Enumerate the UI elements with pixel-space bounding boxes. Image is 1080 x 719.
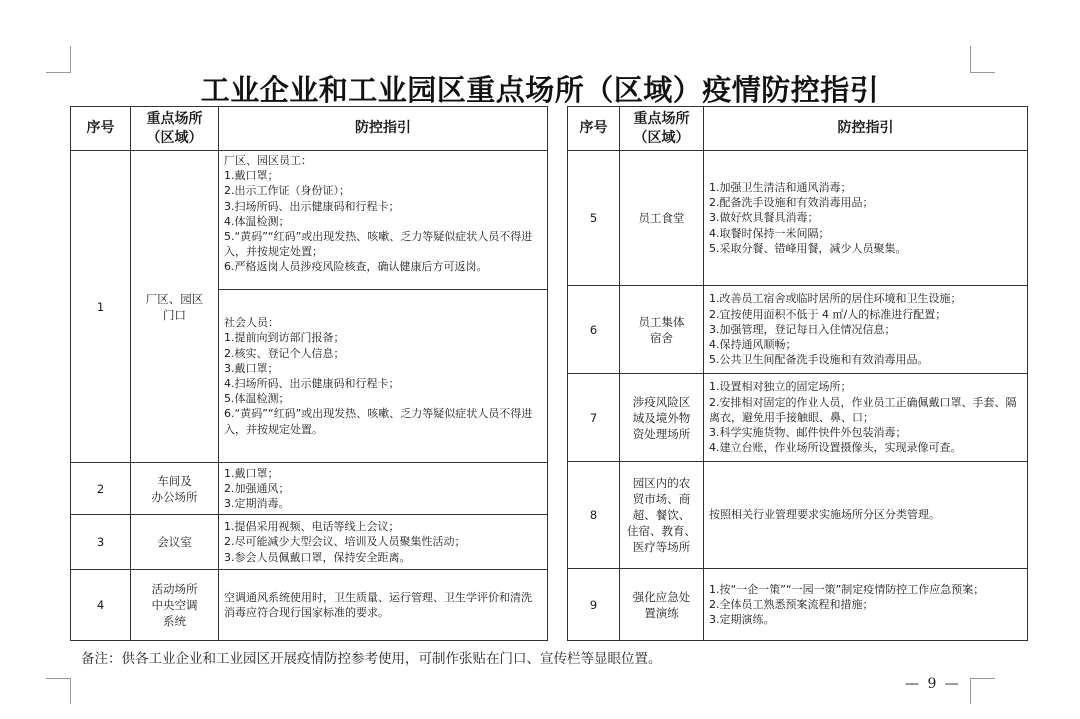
guide-line: 2.宜按使用面积不低于 4 ㎡/人的标准进行配置； [709, 307, 947, 321]
guide-line: 3.扫场所码、出示健康码和行程卡； [224, 199, 400, 213]
row-seq: 3 [71, 515, 131, 570]
table-row [568, 286, 1028, 374]
guide-line: 4.取餐时保持一米间隔； [709, 226, 830, 240]
table-header-row [71, 107, 548, 151]
row-place: 活动场所 中央空调 系统 [131, 570, 219, 641]
table-row [71, 463, 548, 515]
guide-line: 3.定期消毒。 [224, 497, 290, 511]
guide-line: 5.“黄码”“红码”或出现发热、咳嗽、乏力等疑似症状人员不得进入，并按规定处置； [224, 230, 533, 259]
crop-mark-bottom-left [70, 678, 71, 704]
table-row [71, 570, 548, 641]
row-seq: 4 [71, 570, 131, 641]
guide-line: 1.设置相对独立的固定场所； [709, 380, 852, 394]
guide-line: 3.加强管理，登记每日入住情况信息； [709, 322, 896, 336]
table-header-row [568, 107, 1028, 151]
row-place: 园区内的农 贸市场、商 超、餐饮、 住宿、教育、 医疗等场所 [620, 462, 704, 569]
guide-line: 1.戴口罩； [224, 466, 279, 480]
guide-line: 3.戴口罩； [224, 361, 279, 375]
guide-line: 4.体温检测； [224, 214, 290, 228]
row-guide [219, 570, 548, 641]
crop-mark-bottom-left [46, 678, 71, 679]
row-guide [219, 151, 548, 290]
row-place: 强化应急处 置演练 [620, 569, 704, 641]
table-row [568, 374, 1028, 462]
header-place: 重点场所 （区域） [620, 107, 704, 151]
guide-line: 1.改善员工宿舍或临时居所的居住环境和卫生设施； [709, 292, 962, 306]
guide-line: 按照相关行业管理要求实施场所分区分类管理。 [709, 508, 940, 522]
row-seq: 5 [568, 151, 620, 286]
guide-line: 1.提倡采用视频、电话等线上会议； [224, 520, 400, 534]
header-seq: 序号 [568, 107, 620, 151]
right-guidance-table [567, 106, 1028, 641]
guide-line: 社会人员： [224, 316, 279, 330]
guide-line: 1.按“一企一策”“一园一策”制定疫情防控工作应急预案； [709, 582, 985, 596]
guide-line: 1.戴口罩； [224, 169, 279, 183]
guide-line: 4.保持通风顺畅； [709, 338, 797, 352]
guide-line: 1.加强卫生清洁和通风消毒； [709, 180, 852, 194]
header-place: 重点场所 （区域） [131, 107, 219, 151]
guide-line: 5.采取分餐、错峰用餐，减少人员聚集。 [709, 241, 907, 255]
row-place: 厂区、园区 门口 [131, 151, 219, 463]
guide-line: 4.扫场所码、出示健康码和行程卡； [224, 377, 400, 390]
row-guide [219, 463, 548, 515]
table-row [568, 569, 1028, 641]
header-seq: 序号 [71, 107, 131, 151]
table-row [568, 462, 1028, 569]
guide-line: 1.提前向到访部门报备； [224, 331, 345, 345]
row-guide [704, 151, 1028, 286]
guide-line: 2.加强通风； [224, 481, 290, 495]
guide-line: 2.全体员工熟悉预案流程和措施； [709, 597, 874, 611]
guide-line: 2.配备洗手设施和有效消毒用品； [709, 196, 874, 210]
row-seq: 6 [568, 286, 620, 374]
row-guide [219, 290, 548, 463]
document-title: 工业企业和工业园区重点场所（区域）疫情防控指引 [200, 73, 880, 107]
guide-line: 2.安排相对固定的作业人员，作业员工正确佩戴口罩、手套、隔离衣，避免用手接触眼、鼻、口； [709, 395, 1017, 424]
guide-line: 3.参会人员佩戴口罩，保持安全距离。 [224, 550, 411, 564]
row-place: 员工食堂 [620, 151, 704, 286]
guide-line: 3.定期演练。 [709, 613, 775, 627]
row-guide [219, 515, 548, 570]
guide-line: 2.核实、登记个人信息； [224, 346, 345, 360]
row-seq: 1 [71, 151, 131, 463]
guide-line: 3.科学实施货物、邮件快件外包装消毒； [709, 426, 907, 440]
left-guidance-table [70, 106, 548, 641]
row-seq: 2 [71, 463, 131, 515]
row-seq: 7 [568, 374, 620, 462]
guide-line: 2.尽可能减少大型会议、培训及人员聚集性活动； [224, 535, 466, 549]
row-guide [704, 286, 1028, 374]
row-seq: 9 [568, 569, 620, 641]
header-guide: 防控指引 [219, 107, 548, 151]
guide-line: 3.做好炊具餐具消毒； [709, 211, 819, 225]
page-number: — 9 — [905, 676, 961, 692]
row-place: 涉疫风险区 域及境外物 资处理场所 [620, 374, 704, 462]
row-place: 员工集体 宿舍 [620, 286, 704, 374]
guide-line: 6.“黄码”“红码”或出现发热、咳嗽、乏力等疑似症状人员不得进入，并按规定处置。 [224, 407, 533, 436]
row-guide [704, 569, 1028, 641]
guide-line: 6.严格返岗人员涉疫风险核查，确认健康后方可返岗。 [224, 260, 488, 274]
row-guide [704, 374, 1028, 462]
table-row [568, 151, 1028, 286]
table-row [71, 151, 548, 290]
guide-line: 厂区、园区员工： [224, 154, 312, 167]
guide-line: 空调通风系统使用时，卫生质量、运行管理、卫生学评价和清洗消毒应符合现行国家标准的要求。 [224, 590, 532, 619]
row-guide [704, 462, 1028, 569]
header-guide: 防控指引 [704, 107, 1028, 151]
row-place: 车间及 办公场所 [131, 463, 219, 515]
table-row [71, 515, 548, 570]
guide-line: 4.建立台账，作业场所设置摄像头，实现录像可查。 [709, 441, 962, 455]
guide-line: 2.出示工作证（身份证）； [224, 184, 350, 198]
guide-line: 5.体温检测； [224, 392, 290, 406]
footnote: 备注：供各工业企业和工业园区开展疫情防控参考使用，可制作张贴在门口、宣传栏等显眼位置。 [81, 651, 662, 667]
guide-line: 5.公共卫生间配备洗手设施和有效消毒用品。 [709, 353, 929, 367]
crop-mark-bottom-right [970, 678, 971, 704]
crop-mark-bottom-right [970, 678, 995, 679]
row-place: 会议室 [131, 515, 219, 570]
row-seq: 8 [568, 462, 620, 569]
